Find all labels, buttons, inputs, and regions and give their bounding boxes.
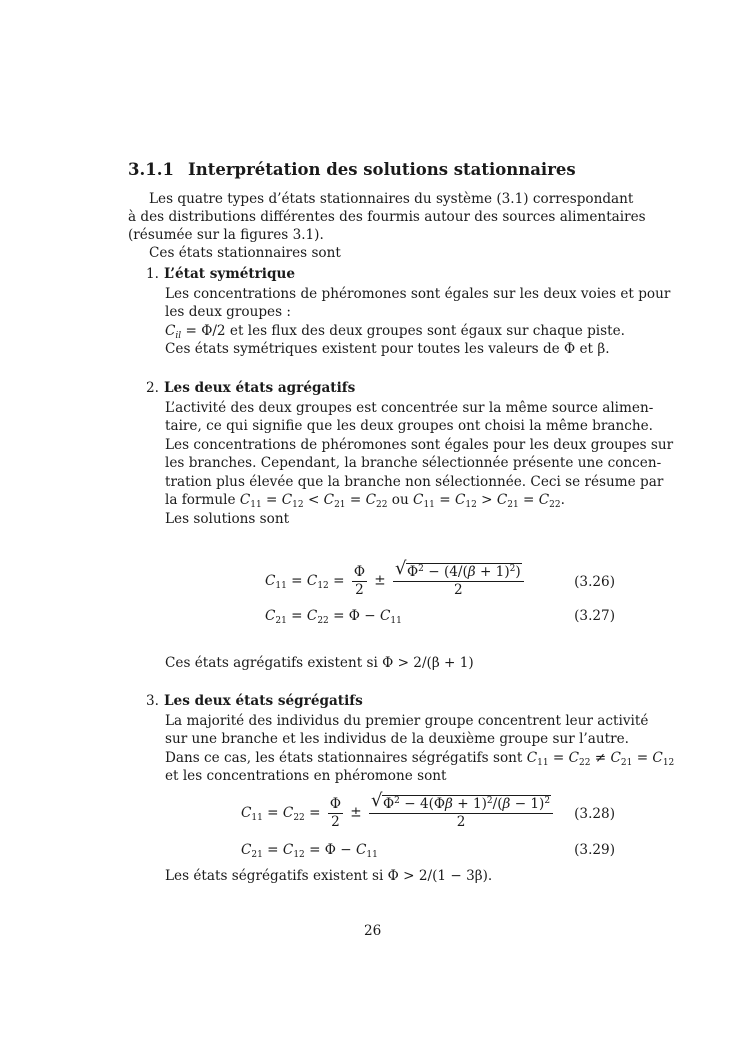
item-2-number: 2. <box>146 380 159 396</box>
item-1-line-1: Les concentrations de phéromones sont égales sur les deux voies et pour <box>165 286 671 302</box>
item-3-title: Les deux états ségrégatifs <box>164 693 363 709</box>
item-3-line-1: La majorité des individus du premier groupe concentrent leur activité <box>165 713 649 729</box>
item-3-heading <box>146 692 363 711</box>
equation-3-26: $C_{11} = C_{12}$ = $\frac{\Phi}{2}$ ± √ $\Phi^2 - (4/(\beta + 1)^2)$ 2 (3.26) <box>265 558 615 598</box>
equation-number-3-28: (3.28) <box>574 806 615 822</box>
item-2-line-2: taire, ce qui signifie que les deux groupes ont choisi la même branche. <box>165 418 653 434</box>
equation-number-3-27: (3.27) <box>574 608 615 624</box>
intro-line-3: (résumée sur la figures 3.1). <box>128 227 324 243</box>
item-1-line-4: Ces états symétriques existent pour toutes les valeurs de Φ et β. <box>165 341 610 357</box>
item-1-line-3: $C_{il} = \Phi/2$ et les flux des deux groupes sont égaux sur chaque piste. <box>165 323 625 341</box>
equation-block-segregative <box>241 790 615 865</box>
section-title: Interprétation des solutions stationnaires <box>188 160 576 179</box>
item-2-line-3: Les concentrations de phéromones sont égales pour les deux groupes sur <box>165 437 674 453</box>
section-number: 3.1.1 <box>128 160 174 179</box>
item-3-line-4: et les concentrations en phéromone sont <box>165 768 447 784</box>
item-3-existence: Les états ségrégatifs existent si Φ > 2/(1 − 3β). <box>165 868 493 884</box>
item-2-line-7: Les solutions sont <box>165 511 290 527</box>
equation-block-aggregative <box>265 558 615 633</box>
section-heading <box>128 160 576 179</box>
item-3-number: 3. <box>146 693 159 709</box>
item-3-line-2: sur une branche et les individus de la deuxième groupe sur l’autre. <box>165 731 629 747</box>
item-1-number: 1. <box>146 266 159 282</box>
intro-line-4: Ces états stationnaires sont <box>149 245 341 261</box>
item-3-line-3-text: Dans ce cas, les états stationnaires ségrégatifs sont <box>165 750 523 766</box>
item-2-line-4: les branches. Cependant, la branche sélectionnée présente une concen- <box>165 455 662 471</box>
equation-3-27: $C_{21} = C_{22} = \Phi - C_{11}$ (3.27) <box>265 608 615 626</box>
item-1-title: L’état symétrique <box>164 266 296 282</box>
item-2-line-1: L’activité des deux groupes est concentrée sur la même source alimen- <box>165 400 654 416</box>
equation-3-29: $C_{21} = C_{12} = \Phi - C_{11}$ (3.29) <box>241 842 615 860</box>
equation-number-3-26: (3.26) <box>574 574 615 590</box>
item-2-title: Les deux états agrégatifs <box>164 380 356 396</box>
item-2-line-6: la formule $C_{11} = C_{12} < C_{21} = C_{22}$ ou $C_{11} = C_{12} > C_{21} = C_{22}$. <box>165 492 565 510</box>
equation-3-28: $C_{11} = C_{22}$ = $\frac{\Phi}{2}$ ± √ $\Phi^2 - 4(\Phi\beta + 1)^2/(\beta - 1)^2$ 2 (3.28) <box>241 790 615 830</box>
intro-line-1: Les quatre types d’états stationnaires du système (3.1) correspondant <box>149 191 634 207</box>
intro-line-2: à des distributions différentes des fourmis autour des sources alimentaires <box>128 209 646 225</box>
page-number: 26 <box>364 923 382 939</box>
item-1-line-2: les deux groupes : <box>165 304 291 320</box>
equation-number-3-29: (3.29) <box>574 842 615 858</box>
item-1-line-3-text: et les flux des deux groupes sont égaux sur chaque piste. <box>229 323 625 339</box>
item-2-line-5: tration plus élevée que la branche non sélectionnée. Ceci se résume par <box>165 474 664 490</box>
item-2-existence: Ces états agrégatifs existent si Φ > 2/(β + 1) <box>165 655 474 671</box>
item-1-heading <box>146 265 295 284</box>
item-3-line-3: Dans ce cas, les états stationnaires ségrégatifs sont $C_{11} = C_{22} \ne C_{21} = C_{12}$ <box>165 750 675 768</box>
item-2-line-6-text: la formule <box>165 492 236 508</box>
item-2-heading <box>146 379 355 398</box>
